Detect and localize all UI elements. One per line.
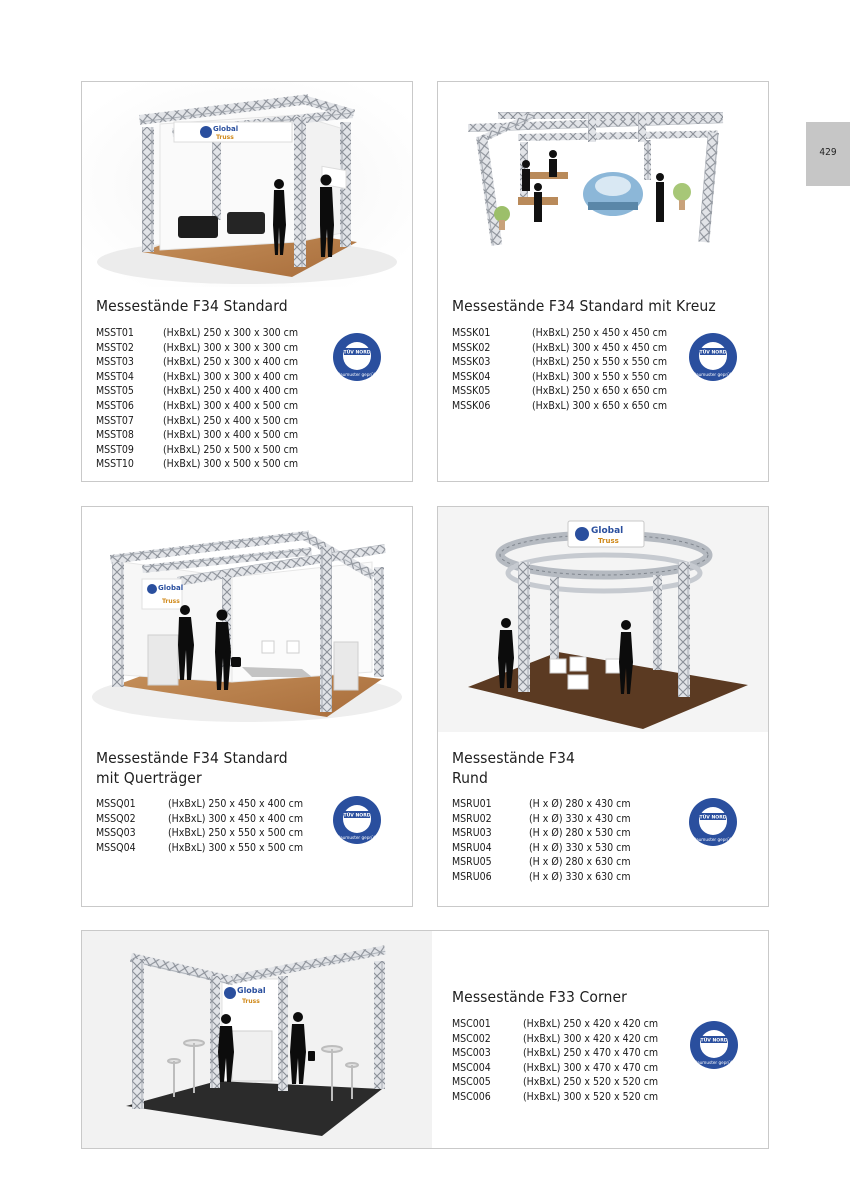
card-title: Messestände F34 Standard xyxy=(96,297,288,315)
booth-logo-truss: Truss xyxy=(598,537,619,545)
spec-row xyxy=(96,826,303,841)
tuv-nord-seal-icon xyxy=(689,1020,739,1070)
spec-list xyxy=(96,797,303,855)
spec-code: MSST05 xyxy=(96,385,134,398)
booth-photo-f34-rund xyxy=(438,507,768,732)
spec-dim: (HxBxL) 300 x 500 x 500 cm xyxy=(163,458,299,471)
spec-code: MSC004 xyxy=(452,1061,491,1074)
spec-code: MSST09 xyxy=(96,443,134,456)
spec-row xyxy=(452,326,667,341)
spec-dim: (HxBxL) 300 x 420 x 420 cm xyxy=(523,1032,659,1045)
booth-photo-f34-standard xyxy=(82,82,412,287)
spec-dim: (H x Ø) 330 x 530 cm xyxy=(529,841,631,854)
spec-dim: (HxBxL) 300 x 300 x 400 cm xyxy=(163,370,299,383)
spec-row xyxy=(96,341,298,356)
card-title-line-1: Messestände F34 xyxy=(452,749,575,767)
svg-text:Baumuster geprüft: Baumuster geprüft xyxy=(337,372,377,377)
spec-code: MSST01 xyxy=(96,327,134,339)
spec-dim: (HxBxL) 300 x 550 x 500 cm xyxy=(168,841,304,854)
svg-text:TÜV NORD: TÜV NORD xyxy=(699,350,727,356)
spec-code: MSSK05 xyxy=(452,385,491,398)
card-title: Messestände F34 Standard mit Kreuz xyxy=(452,297,716,315)
spec-row xyxy=(452,812,631,827)
spec-row xyxy=(96,399,298,414)
booth-logo-truss: Truss xyxy=(242,998,260,1005)
spec-code: MSC005 xyxy=(452,1076,491,1089)
spec-row xyxy=(96,797,303,812)
spec-row xyxy=(96,326,298,341)
spec-dim: (HxBxL) 300 x 550 x 550 cm xyxy=(532,370,668,383)
card-title-line-2: mit Querträger xyxy=(96,769,202,787)
spec-row xyxy=(452,855,631,870)
spec-dim: (HxBxL) 250 x 470 x 470 cm xyxy=(523,1047,659,1060)
spec-code: MSRU02 xyxy=(452,812,492,825)
spec-row xyxy=(452,1017,658,1032)
spec-dim: (HxBxL) 300 x 300 x 300 cm xyxy=(163,341,299,354)
spec-dim: (HxBxL) 250 x 400 x 400 cm xyxy=(163,385,299,398)
product-card-f33-corner xyxy=(81,930,769,1149)
tuv-nord-seal-icon xyxy=(332,795,382,845)
spec-dim: (HxBxL) 300 x 520 x 520 cm xyxy=(523,1090,659,1103)
spec-row xyxy=(452,341,667,356)
svg-text:Baumuster geprüft: Baumuster geprüft xyxy=(337,835,377,840)
spec-dim: (HxBxL) 250 x 420 x 420 cm xyxy=(523,1018,659,1030)
spec-code: MSST06 xyxy=(96,399,134,412)
spec-code: MSC002 xyxy=(452,1032,491,1045)
card-title: Messestände F33 Corner xyxy=(452,988,627,1006)
spec-row xyxy=(96,812,303,827)
spec-dim: (HxBxL) 250 x 650 x 650 cm xyxy=(532,385,668,398)
spec-code: MSSK03 xyxy=(452,356,491,369)
card-title-line-2: Rund xyxy=(452,769,488,787)
spec-row xyxy=(452,399,667,414)
product-card-f34-rund xyxy=(437,506,769,907)
booth-photo-f34-quertraeger xyxy=(82,507,412,732)
spec-dim: (HxBxL) 300 x 470 x 470 cm xyxy=(523,1061,659,1074)
spec-code: MSST08 xyxy=(96,429,134,442)
spec-code: MSSK04 xyxy=(452,370,491,383)
spec-dim: (HxBxL) 300 x 450 x 450 cm xyxy=(532,341,668,354)
card-title xyxy=(452,748,575,788)
spec-row xyxy=(452,384,667,399)
spec-code: MSSQ01 xyxy=(96,798,136,810)
spec-row xyxy=(96,355,298,370)
booth-logo-global: Global xyxy=(237,986,266,995)
spec-code: MSST07 xyxy=(96,414,134,427)
spec-dim: (HxBxL) 300 x 400 x 500 cm xyxy=(163,399,299,412)
spec-code: MSRU05 xyxy=(452,856,492,869)
spec-row xyxy=(452,1061,658,1076)
spec-dim: (H x Ø) 280 x 430 cm xyxy=(529,798,631,810)
spec-row xyxy=(96,428,298,443)
spec-row xyxy=(452,870,631,885)
spec-code: MSSK01 xyxy=(452,327,491,339)
spec-code: MSRU04 xyxy=(452,841,492,854)
svg-text:Baumuster geprüft: Baumuster geprüft xyxy=(694,1060,734,1065)
svg-text:TÜV NORD: TÜV NORD xyxy=(699,815,727,821)
spec-dim: (HxBxL) 250 x 550 x 550 cm xyxy=(532,356,668,369)
svg-text:Baumuster geprüft: Baumuster geprüft xyxy=(693,372,733,377)
spec-row xyxy=(452,797,631,812)
spec-dim: (H x Ø) 330 x 630 cm xyxy=(529,870,631,883)
page-number: 429 xyxy=(819,147,837,158)
svg-text:Baumuster geprüft: Baumuster geprüft xyxy=(693,837,733,842)
card-title xyxy=(96,748,288,788)
spec-code: MSRU01 xyxy=(452,798,492,810)
spec-dim: (H x Ø) 330 x 430 cm xyxy=(529,812,631,825)
svg-text:TÜV NORD: TÜV NORD xyxy=(343,350,371,356)
spec-code: MSRU06 xyxy=(452,870,492,883)
spec-row xyxy=(96,457,298,472)
spec-dim: (HxBxL) 250 x 400 x 500 cm xyxy=(163,414,299,427)
spec-code: MSSK02 xyxy=(452,341,491,354)
booth-logo-truss: Truss xyxy=(216,134,234,141)
spec-dim: (HxBxL) 250 x 450 x 450 cm xyxy=(532,327,668,339)
svg-text:TÜV NORD: TÜV NORD xyxy=(343,813,371,819)
spec-row xyxy=(96,370,298,385)
spec-dim: (HxBxL) 250 x 500 x 500 cm xyxy=(163,443,299,456)
spec-row xyxy=(452,1032,658,1047)
spec-dim: (HxBxL) 250 x 520 x 520 cm xyxy=(523,1076,659,1089)
product-card-f34-quertraeger xyxy=(81,506,413,907)
page-number-tab xyxy=(806,122,850,186)
spec-dim: (HxBxL) 250 x 550 x 500 cm xyxy=(168,827,304,840)
spec-row xyxy=(452,841,631,856)
tuv-nord-seal-icon xyxy=(332,332,382,382)
spec-code: MSSQ02 xyxy=(96,812,136,825)
spec-row xyxy=(96,443,298,458)
spec-dim: (HxBxL) 300 x 450 x 400 cm xyxy=(168,812,304,825)
spec-code: MSSQ03 xyxy=(96,827,136,840)
spec-code: MSST03 xyxy=(96,356,134,369)
booth-logo-global: Global xyxy=(213,125,239,133)
spec-code: MSRU03 xyxy=(452,827,492,840)
spec-code: MSC001 xyxy=(452,1018,491,1030)
booth-photo-f33-corner xyxy=(82,931,432,1148)
spec-row xyxy=(452,1090,658,1105)
spec-code: MSST10 xyxy=(96,458,134,471)
spec-code: MSC006 xyxy=(452,1090,491,1103)
spec-row xyxy=(96,841,303,856)
spec-row xyxy=(96,384,298,399)
spec-list xyxy=(452,326,667,414)
booth-logo-truss: Truss xyxy=(162,598,180,605)
spec-dim: (HxBxL) 300 x 400 x 500 cm xyxy=(163,429,299,442)
spec-list xyxy=(96,326,298,472)
svg-text:TÜV NORD: TÜV NORD xyxy=(700,1038,728,1044)
spec-code: MSST04 xyxy=(96,370,134,383)
product-card-f34-kreuz xyxy=(437,81,769,482)
spec-code: MSSQ04 xyxy=(96,841,136,854)
spec-dim: (HxBxL) 250 x 300 x 300 cm xyxy=(163,327,299,339)
booth-logo-global: Global xyxy=(591,526,624,536)
spec-dim: (HxBxL) 300 x 650 x 650 cm xyxy=(532,399,668,412)
spec-list xyxy=(452,797,631,885)
spec-row xyxy=(452,370,667,385)
spec-dim: (HxBxL) 250 x 300 x 400 cm xyxy=(163,356,299,369)
tuv-nord-seal-icon xyxy=(688,332,738,382)
spec-code: MSSK06 xyxy=(452,399,491,412)
spec-dim: (H x Ø) 280 x 630 cm xyxy=(529,856,631,869)
spec-row xyxy=(452,1075,658,1090)
spec-row xyxy=(96,414,298,429)
spec-code: MSST02 xyxy=(96,341,134,354)
product-card-f34-standard xyxy=(81,81,413,482)
booth-logo-global: Global xyxy=(158,584,184,592)
spec-row xyxy=(452,826,631,841)
spec-row xyxy=(452,1046,658,1061)
booth-photo-f34-kreuz xyxy=(438,82,768,287)
tuv-nord-seal-icon xyxy=(688,797,738,847)
spec-list xyxy=(452,1017,658,1105)
spec-dim: (H x Ø) 280 x 530 cm xyxy=(529,827,631,840)
spec-dim: (HxBxL) 250 x 450 x 400 cm xyxy=(168,798,304,810)
spec-row xyxy=(452,355,667,370)
spec-code: MSC003 xyxy=(452,1047,491,1060)
card-title-line-1: Messestände F34 Standard xyxy=(96,749,288,767)
